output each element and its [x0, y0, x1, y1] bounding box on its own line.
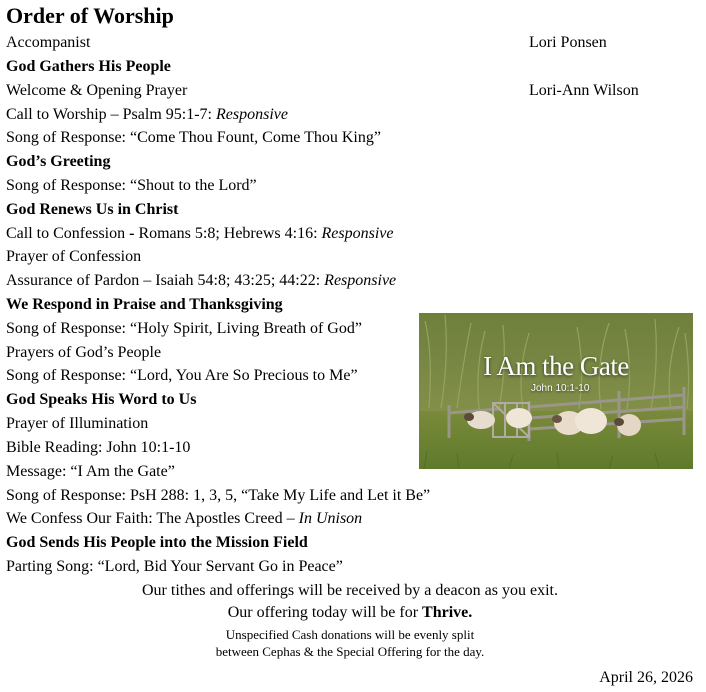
service-item: Parting Song: “Lord, Bid Your Servant Go in Peace” — [6, 558, 343, 575]
service-item: Bible Reading: John 10:1-10 — [6, 439, 191, 456]
section-heading: We Respond in Praise and Thanksgiving — [6, 296, 283, 313]
service-item-dash: - — [129, 225, 135, 242]
service-item — [6, 509, 362, 529]
service-item: Song of Response: “Come Thou Fount, Come Thou King” — [6, 129, 381, 146]
service-item: Welcome & Opening Prayer — [6, 82, 188, 99]
cash-donation-note: between Cephas & the Special Offering for the day. — [215, 644, 485, 659]
service-item: Song of Response: “Shout to the Lord” — [6, 177, 257, 194]
service-item-text: Call to Worship – Psalm 95:1-7: — [6, 106, 216, 123]
image-scripture-reference: John 10:1-10 — [531, 383, 590, 394]
service-item-note: Responsive — [324, 272, 397, 289]
service-item-text: Call to Confession — [6, 225, 130, 242]
service-item: Song of Response: PsH 288: 1, 3, 5, “Take My Life and Let it Be” — [6, 487, 431, 504]
welcome-leader-name: Lori-Ann Wilson — [529, 82, 639, 99]
service-item-text: Romans 5:8; Hebrews 4:16: — [134, 225, 322, 242]
service-item-note: Responsive — [215, 106, 288, 123]
service-item: Song of Response: “Holy Spirit, Living Breath of God” — [6, 320, 362, 337]
service-item — [6, 105, 288, 125]
section-heading: God Gathers His People — [6, 58, 171, 75]
service-item-note: In Unison — [298, 510, 363, 527]
accompanist-label: Accompanist — [6, 34, 91, 51]
service-item: Prayers of God’s People — [6, 344, 162, 361]
image-title: I Am the Gate — [483, 351, 629, 381]
service-item — [6, 224, 394, 244]
cash-donation-note: Unspecified Cash donations will be evenly split — [225, 627, 475, 642]
service-date: April 26, 2026 — [599, 669, 693, 686]
accompanist-name: Lori Ponsen — [529, 34, 607, 51]
service-item-note: Responsive — [321, 225, 394, 242]
sermon-image — [419, 313, 693, 469]
section-heading: God’s Greeting — [6, 153, 111, 170]
service-item: Prayer of Confession — [6, 248, 142, 265]
service-item — [6, 271, 396, 291]
tithes-note: Our tithes and offerings will be received by a deacon as you exit. — [141, 582, 558, 599]
section-heading: God Speaks His Word to Us — [6, 391, 197, 408]
section-heading: God Renews Us in Christ — [6, 201, 179, 218]
service-item: Prayer of Illumination — [6, 415, 149, 432]
service-item: Song of Response: “Lord, You Are So Precious to Me” — [6, 367, 358, 384]
offering-line — [0, 603, 700, 623]
page-title: Order of Worship — [6, 3, 174, 28]
section-heading: God Sends His People into the Mission Field — [6, 534, 308, 551]
offering-prefix: Our offering today will be for — [227, 604, 423, 621]
service-item: Message: “I Am the Gate” — [6, 463, 175, 480]
offering-name: Thrive. — [422, 604, 473, 621]
service-item-text: Assurance of Pardon – Isaiah 54:8; 43:25; 44:22: — [6, 272, 325, 289]
service-item-text: We Confess Our Faith: The Apostles Creed – — [6, 510, 299, 527]
